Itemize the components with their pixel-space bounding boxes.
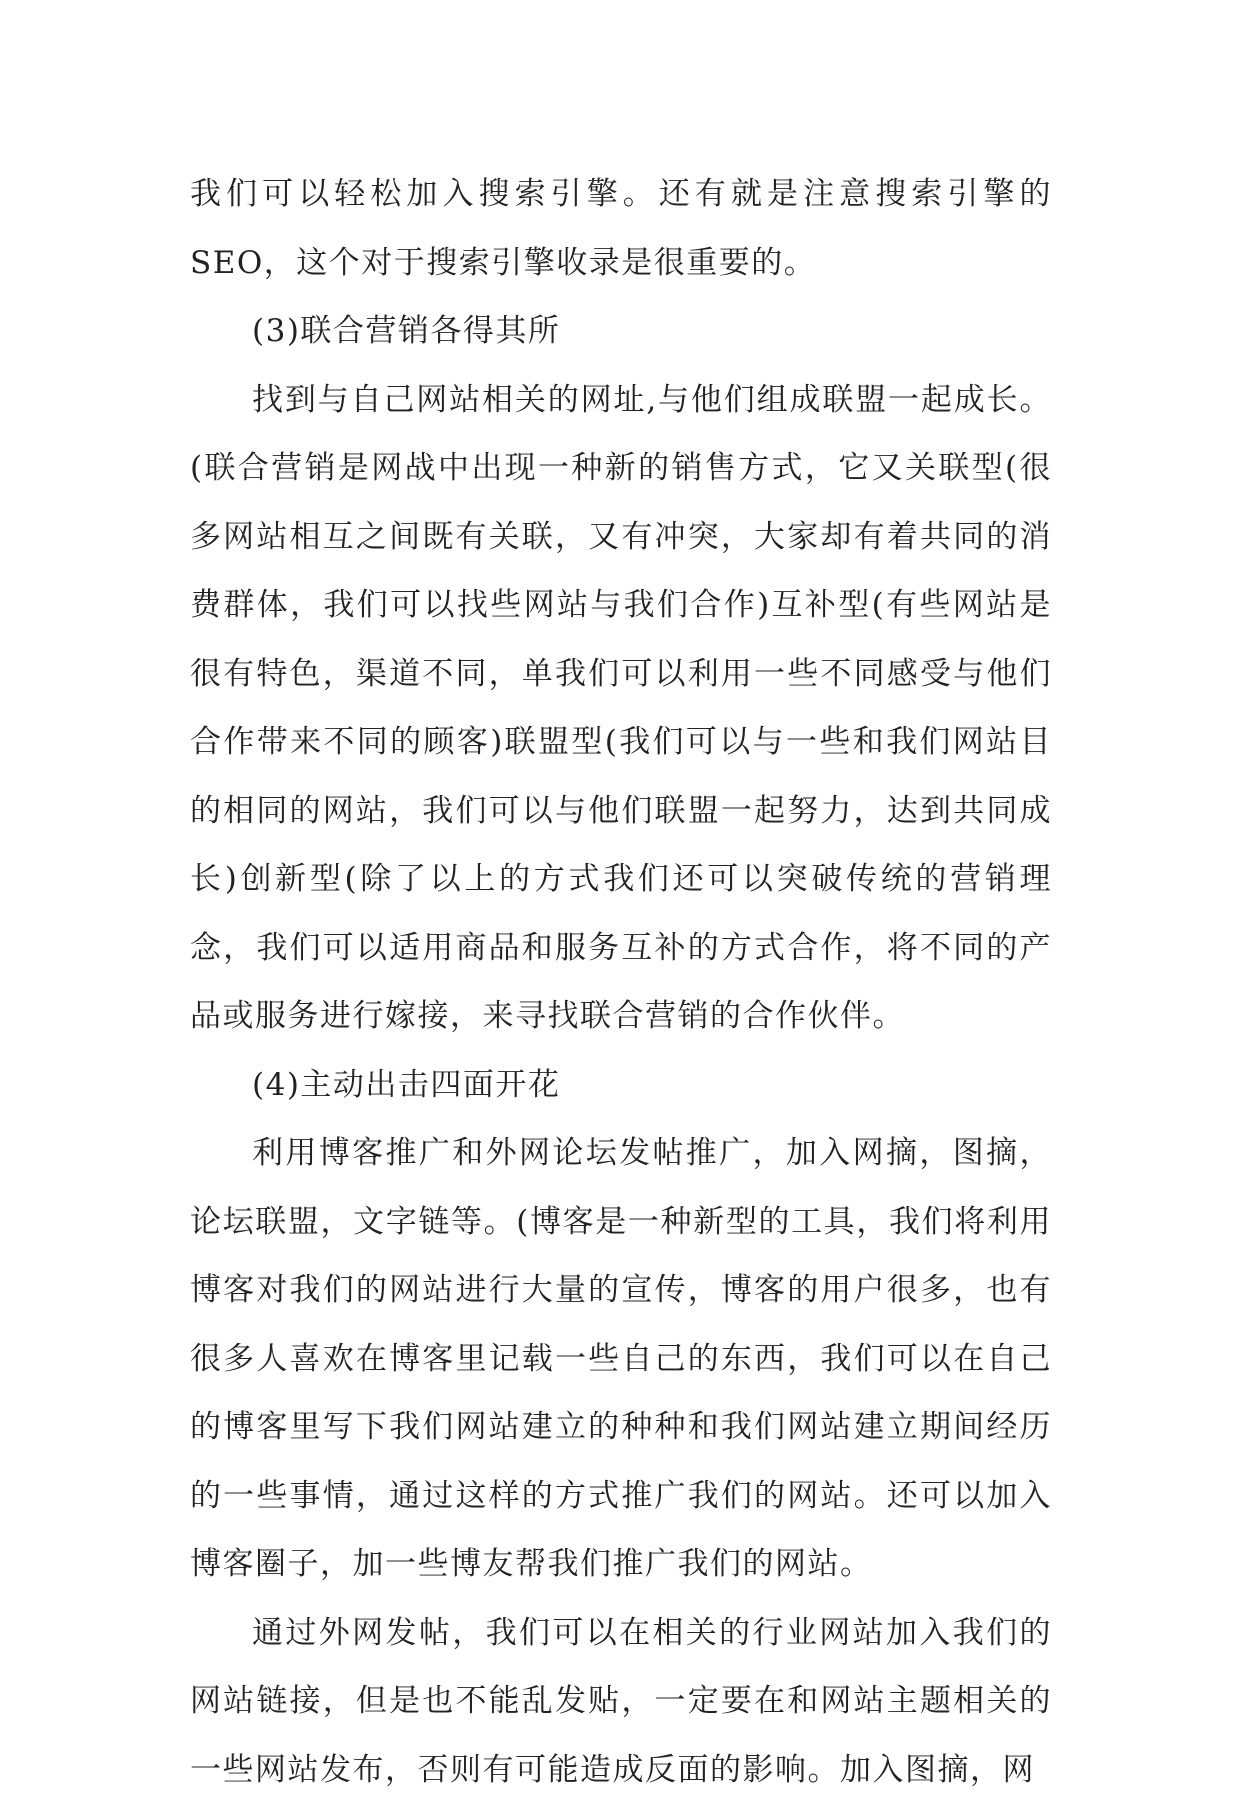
heading-3-joint-marketing: (3)联合营销各得其所: [190, 297, 1052, 366]
paragraph-forum-posting: 通过外网发帖，我们可以在相关的行业网站加入我们的网站链接，但是也不能乱发贴，一定要在和网站主题相关的一些网站发布，否则有可能造成反面的影响。加入图摘，网: [190, 1599, 1052, 1804]
paragraph-blog-promotion: 利用博客推广和外网论坛发帖推广，加入网摘，图摘，论坛联盟，文字链等。(博客是一种新型的工具，我们将利用博客对我们的网站进行大量的宣传，博客的用户很多，也有很多人喜欢在博客里记载一些自己的东西，我们可以在自己的博客里写下我们网站建立的种种和我们网站建立期间经历的一些事情，通过这样的方式推广我们的网站。还可以加入博客圈子，加一些博友帮我们推广我们的网站。: [190, 1119, 1052, 1599]
paragraph-1: 我们可以轻松加入搜索引擎。还有就是注意搜索引擎的SEO，这个对于搜索引擎收录是很重要的。: [190, 160, 1052, 297]
paragraph-joint-marketing: 找到与自己网站相关的网址,与他们组成联盟一起成长。(联合营销是网战中出现一种新的销售方式，它又关联型(很多网站相互之间既有关联，又有冲突，大家却有着共同的消费群体，我们可以找些网站与我们合作)互补型(有些网站是很有特色，渠道不同，单我们可以利用一些不同感受与他们合作带来不同的顾客)联盟型(我们可以与一些和我们网站目的相同的网站，我们可以与他们联盟一起努力，达到共同成长)创新型(除了以上的方式我们还可以突破传统的营销理念，我们可以适用商品和服务互补的方式合作，将不同的产品或服务进行嫁接，来寻找联合营销的合作伙伴。: [190, 366, 1052, 1051]
document-body: [190, 160, 1052, 1804]
heading-4-active-promotion: (4)主动出击四面开花: [190, 1051, 1052, 1120]
